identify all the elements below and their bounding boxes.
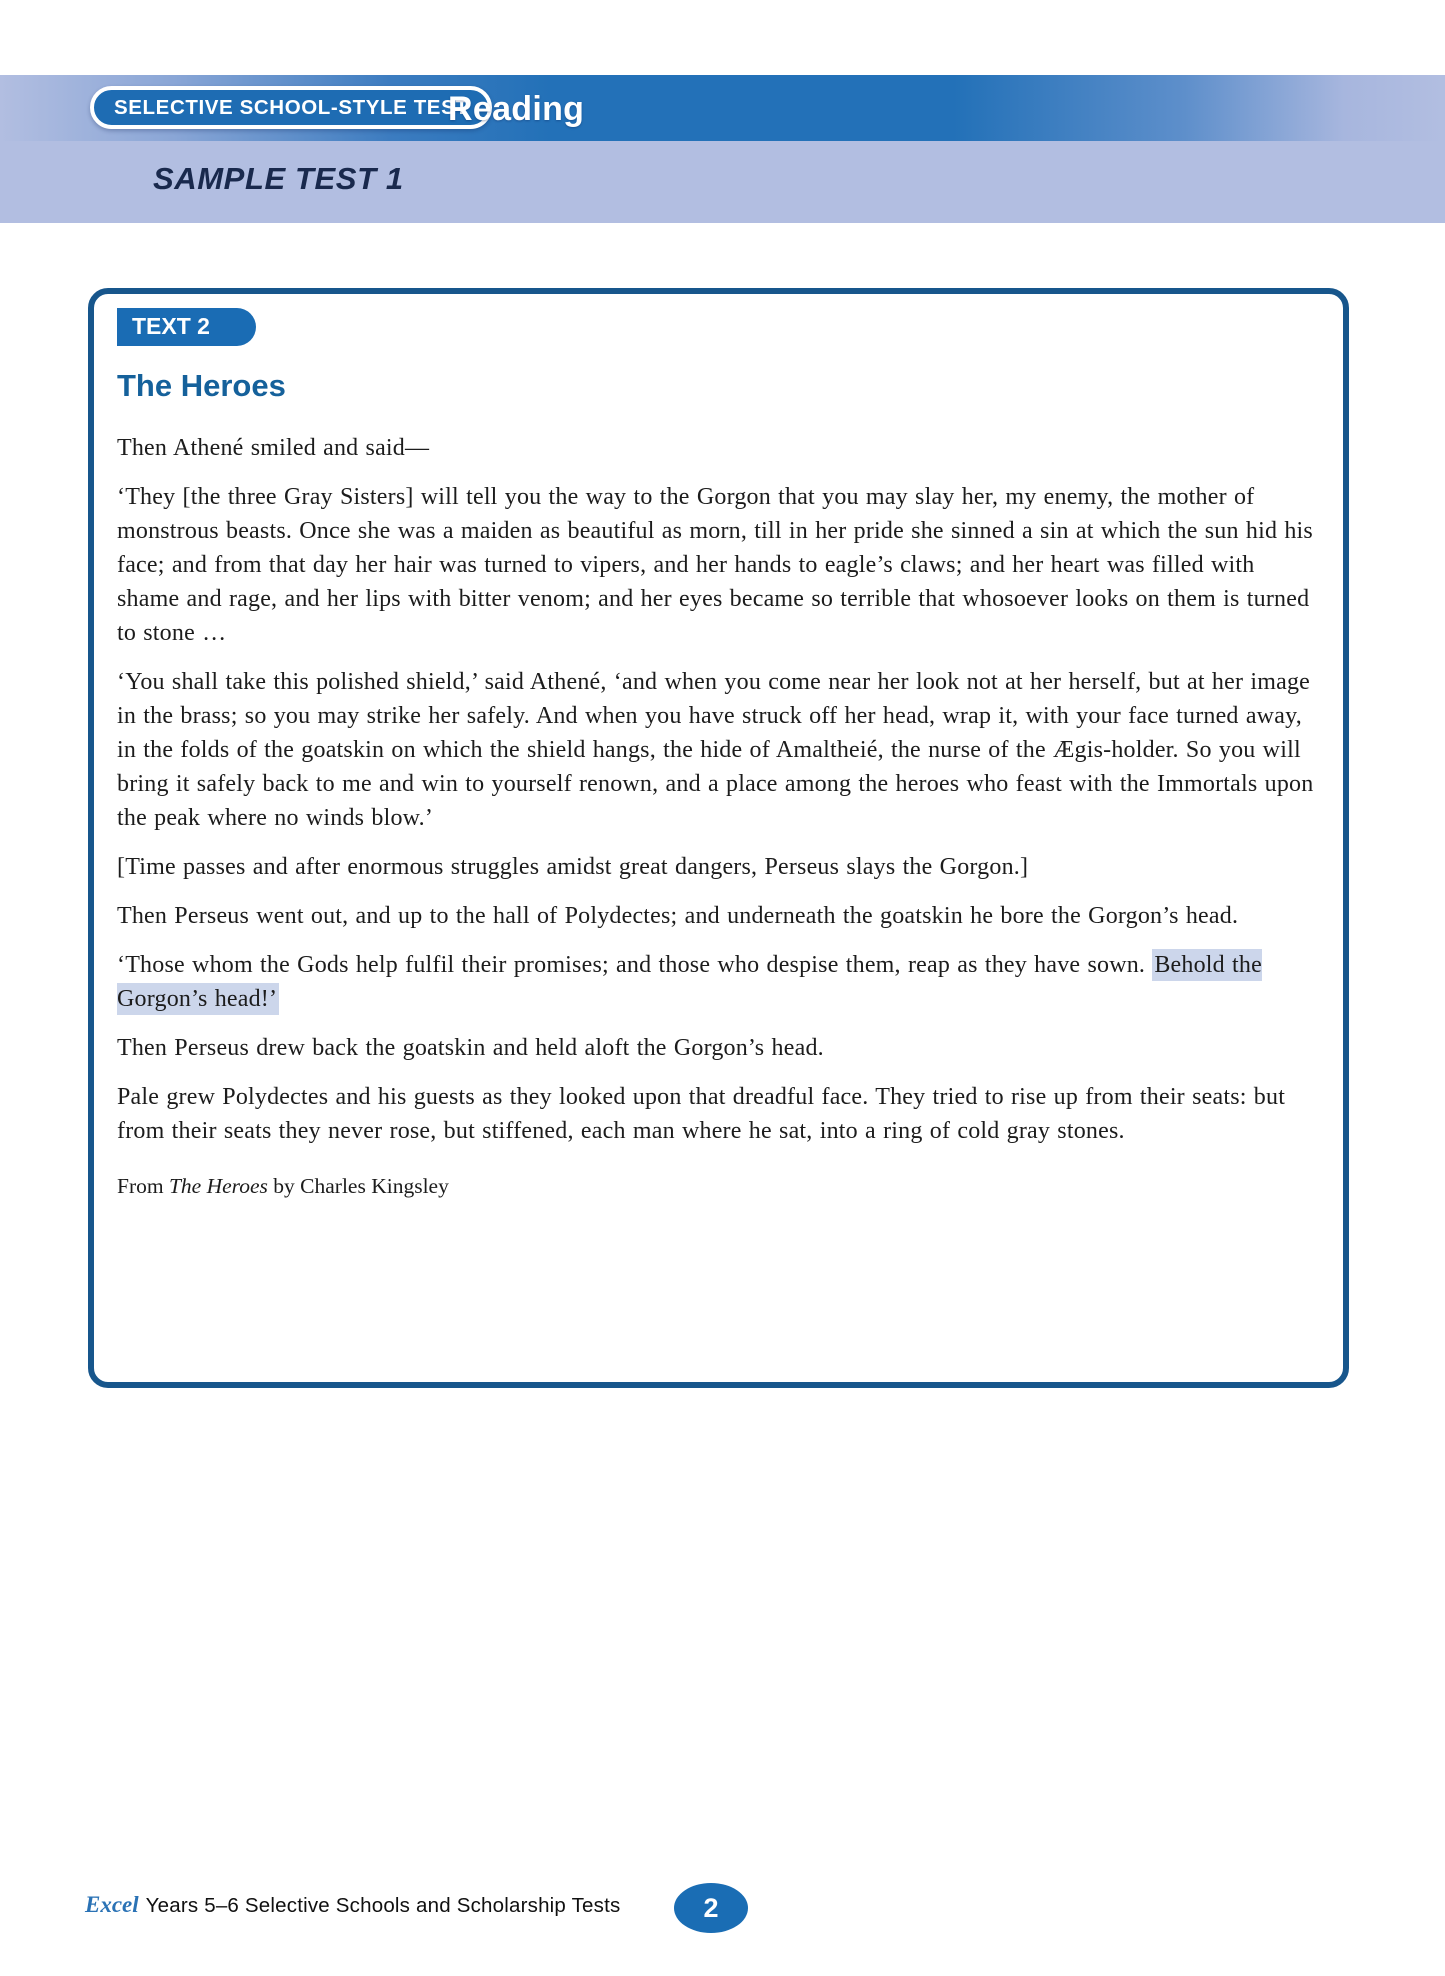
passage-paragraph: [Time passes and after enormous struggles amidst great dangers, Perseus slays the Gorgon.] — [117, 854, 1029, 880]
brand-logo-text: Excel — [85, 1892, 139, 1917]
page-number: 2 — [703, 1892, 719, 1923]
passage-paragraph: Then Athené smiled and said— — [117, 435, 430, 461]
passage-paragraph: Then Perseus drew back the goatskin and held aloft the Gorgon’s head. — [117, 1035, 824, 1061]
page-number-badge — [674, 1883, 748, 1933]
passage-title: The Heroes — [117, 368, 286, 403]
attribution-suffix: by Charles Kingsley — [267, 1174, 449, 1198]
test-type-badge-label: SELECTIVE SCHOOL-STYLE TEST — [114, 95, 469, 119]
section-title: Reading — [448, 90, 585, 128]
text-number-tab — [117, 308, 256, 346]
series-title: Years 5–6 Selective Schools and Scholarship Tests — [145, 1894, 621, 1917]
text-number-tab-label: TEXT 2 — [132, 313, 210, 339]
passage-body — [117, 431, 1323, 1148]
passage-paragraph: ‘They [the three Gray Sisters] will tell you the way to the Gorgon that you may slay her, my enemy, the mother of monstrous beasts. Once she was a maiden as beautiful as morn, till in her pride she sinned a sin at which the sun hid his face; and from that day her hair was turned to vipers, and her hands to eagle’s claws; and her heart was filled with shame and rage, and her lips with bitter venom; and her eyes became so terrible that whosoever looks on them is turned to stone … — [117, 484, 1313, 646]
passage-paragraph-with-highlight — [117, 948, 1323, 1016]
paragraph-text: ‘Those whom the Gods help fulfil their promises; and those who despise them, reap as they have sown. — [117, 952, 1153, 978]
attribution-prefix: From — [117, 1174, 169, 1198]
passage-paragraph: Pale grew Polydectes and his guests as they looked upon that dreadful face. They tried to rise up from their seats: but from their seats they never rose, but stiffened, each man where he sat, into a ring of cold gray stones. — [117, 1084, 1286, 1144]
passage-box — [88, 288, 1349, 1388]
sample-test-title: SAMPLE TEST 1 — [153, 161, 404, 196]
page-footer — [85, 1892, 620, 1918]
passage-paragraph: ‘You shall take this polished shield,’ said Athené, ‘and when you come near her look not at her herself, but at her image in the brass; so you may strike her safely. And when you have struck off her head, wrap it, with your face turned away, in the folds of the goatskin on which the shield hangs, the hide of Amaltheié, the nurse of the Ægis-holder. So you will bring it safely back to me and win to yourself renown, and a place among the heroes who feast with the Immortals upon the peak where no winds blow.’ — [117, 669, 1314, 831]
attribution-work-title: The Heroes — [168, 1174, 268, 1198]
passage-paragraph: Then Perseus went out, and up to the hall of Polydectes; and underneath the goatskin he bore the Gorgon’s head. — [117, 903, 1239, 929]
source-attribution — [117, 1174, 1323, 1199]
test-type-badge — [90, 86, 492, 129]
header-bar — [0, 75, 1445, 141]
highlighted-phrase: Behold the Gorgon’s head!’ — [117, 949, 1262, 1015]
page-header — [0, 75, 1445, 223]
